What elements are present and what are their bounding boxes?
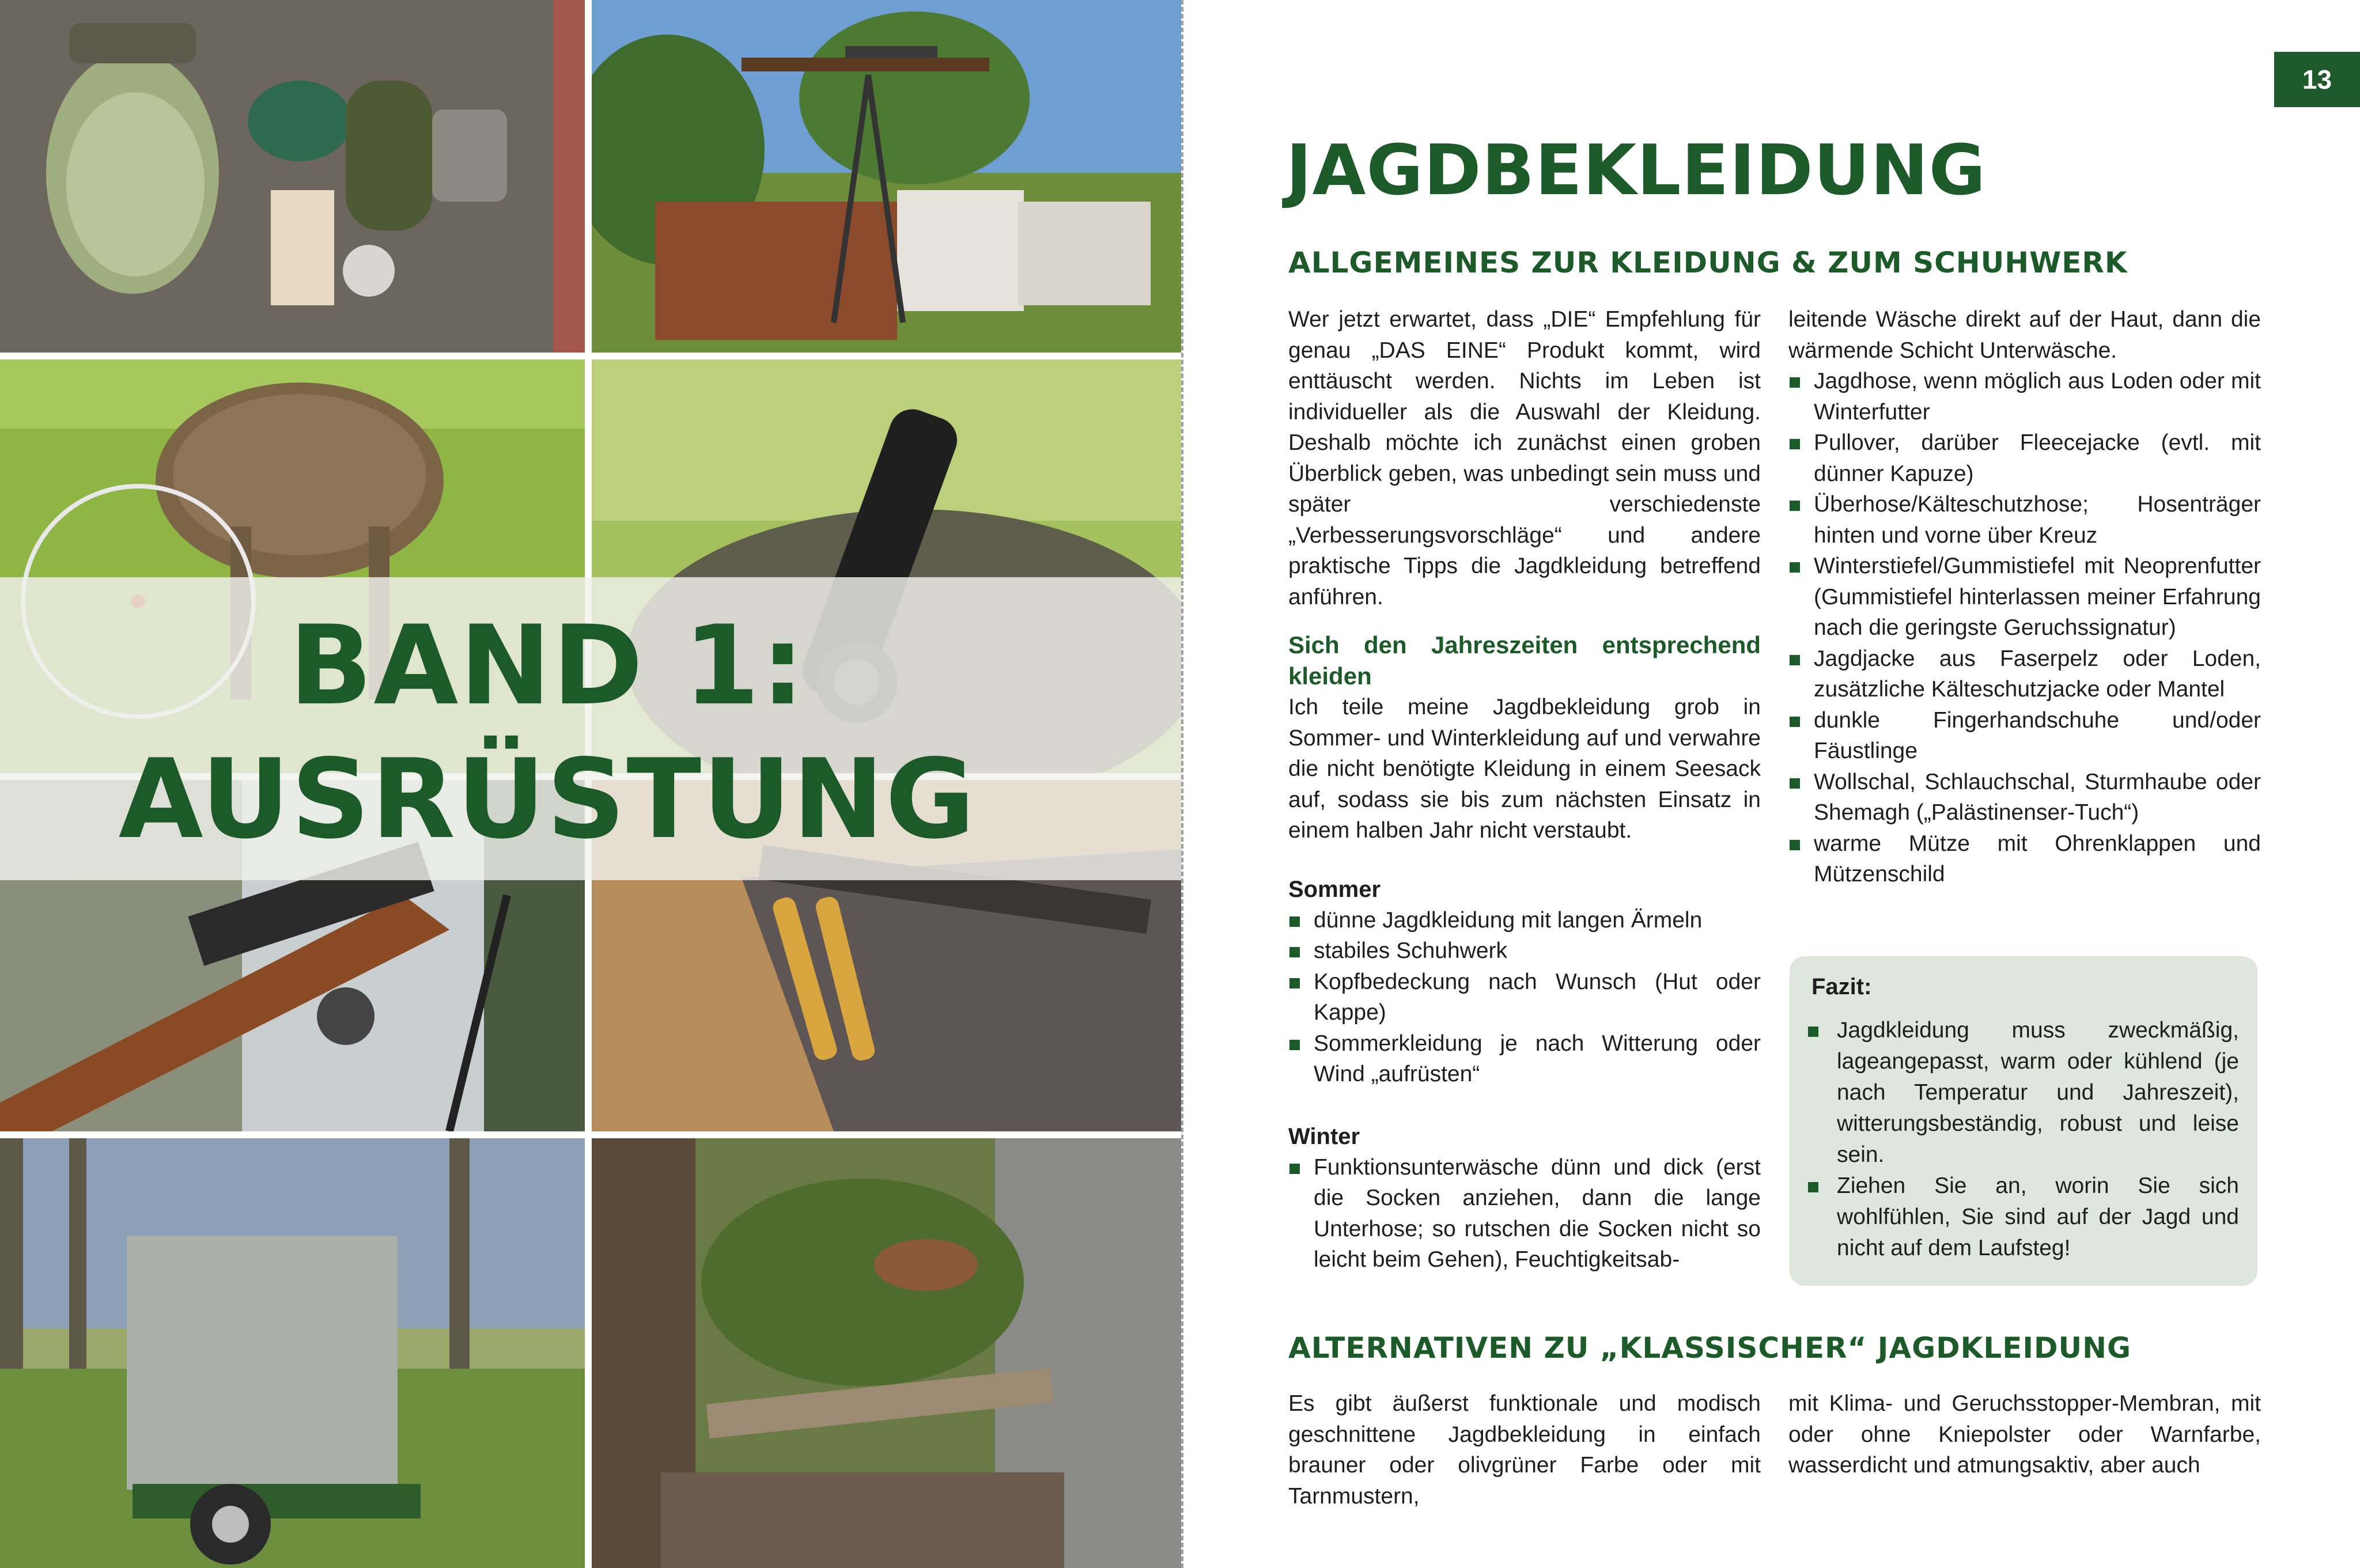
winter-list-start (1288, 1152, 1761, 1275)
photo-rifle-stand (592, 0, 1181, 353)
fazit-title: Fazit: (1811, 974, 1872, 999)
list-item: warme Mütze mit Ohrenklappen und Mützenschild (1788, 828, 2261, 890)
seasons-subheading: Sich den Jahreszeiten entsprechend kleiden (1288, 631, 1761, 690)
list-item: Kopfbedeckung nach Wunsch (Hut oder Kappe) (1288, 967, 1761, 1028)
list-item: stabiles Schuhwerk (1288, 936, 1761, 967)
section2-paragraph-1: Es gibt äußerst funktionale und modisch geschnittene Jagdbekleidung in einfach brauner oder olivgrüner Farbe oder mit Tarnmustern, (1288, 1391, 1761, 1509)
list-item: dunkle Fingerhandschuhe und/oder Fäustlinge (1788, 705, 2261, 767)
winter-label: Winter (1288, 1123, 1360, 1149)
photo-high-seat (592, 1138, 1181, 1568)
fazit-box (1790, 956, 2257, 1286)
band-title-line1: BAND 1: (289, 602, 806, 729)
seasons-paragraph: Ich teile meine Jagdbekleidung grob in Sommer- und Winterkleidung auf und verwahre die nicht benötigte Kleidung in einem Seesack auf, sodass sie bis zum nächsten Einsatz in einem halben Jahr nicht verstaubt. (1288, 695, 1761, 843)
text-column-1 (1288, 304, 1761, 1275)
list-item: Pullover, darüber Fleecejacke (evtl. mit dünner Kapuze) (1788, 427, 2261, 489)
photo-camo-trailer (0, 1138, 585, 1568)
list-item: Winterstiefel/Gummistiefel mit Neoprenfutter (Gummistiefel hinterlassen meiner Erfahrung nach die geringste Geruchssignatur) (1788, 551, 2261, 643)
section2-column-1 (1288, 1388, 1761, 1512)
band-title (0, 599, 1095, 866)
list-item: Wollschal, Schlauchschal, Sturmhaube oder Shemagh („Palästinenser-Tuch“) (1788, 767, 2261, 828)
section2-column-2 (1788, 1388, 2261, 1481)
list-item: Funktionsunterwäsche dünn und dick (erst die Socken anziehen, dann die lange Unterhose; so rutschen die Socken nicht so leicht beim Gehen), Feuchtigkeitsab- (1288, 1152, 1761, 1275)
list-item: Ziehen Sie an, worin Sie sich wohlfühlen, Sie sind auf der Jagd und nicht auf dem Laufsteg! (1805, 1171, 2239, 1264)
list-item: dünne Jagdkleidung mit langen Ärmeln (1288, 905, 1761, 936)
list-item: Sommerkleidung je nach Witterung oder Wind „aufrüsten“ (1288, 1028, 1761, 1090)
page-gutter (1181, 0, 1183, 1568)
list-item: Überhose/Kälteschutzhose; Hosenträger hinten und vorne über Kreuz (1788, 489, 2261, 551)
winter-list (1788, 366, 2261, 890)
section2-paragraph-2: mit Klima- und Geruchsstopper-Membran, mit oder ohne Kniepolster oder Warnfarbe, wasserdicht und atmungsaktiv, aber auch (1788, 1391, 2261, 1478)
summer-list (1288, 905, 1761, 1090)
text-column-2 (1788, 304, 2261, 890)
section1-heading: ALLGEMEINES ZUR KLEIDUNG & ZUM SCHUHWERK (1288, 246, 2128, 279)
section2-heading: ALTERNATIVEN ZU „KLASSISCHER“ JAGDKLEIDUNG (1288, 1331, 2131, 1365)
page-title: JAGDBEKLEIDUNG (1286, 131, 1987, 211)
list-item: Jagdkleidung muss zweckmäßig, lageangepasst, warm oder kühlend (je nach Temperatur und Jahreszeit), witterungsbeständig, robust und leise sein. (1805, 1015, 2239, 1171)
summer-label: Sommer (1288, 876, 1381, 902)
fazit-list (1805, 1015, 2239, 1264)
page-number: 13 (2274, 52, 2360, 107)
band-title-line2: AUSRÜSTUNG (118, 736, 977, 863)
continuation-paragraph: leitende Wäsche direkt auf der Haut, dann die wärmende Schicht Unterwäsche. (1788, 307, 2261, 363)
intro-paragraph: Wer jetzt erwartet, dass „DIE“ Empfehlung für genau „DAS EINE“ Produkt kommt, wird enttäuscht werden. Nichts im Leben ist individueller als die Auswahl der Kleidung. Deshalb möchte ich zunächst einen groben Überblick geben, was unbedingt sein muss und später verschiedenste „Verbesserungsvorschläge“ und andere praktische Tipps die Jagdkleidung betreffend anführen. (1288, 307, 1761, 609)
photo-hunting-gear (0, 0, 585, 353)
list-item: Jagdhose, wenn möglich aus Loden oder mit Winterfutter (1788, 366, 2261, 427)
list-item: Jagdjacke aus Faserpelz oder Loden, zusätzliche Kälteschutzjacke oder Mantel (1788, 643, 2261, 705)
